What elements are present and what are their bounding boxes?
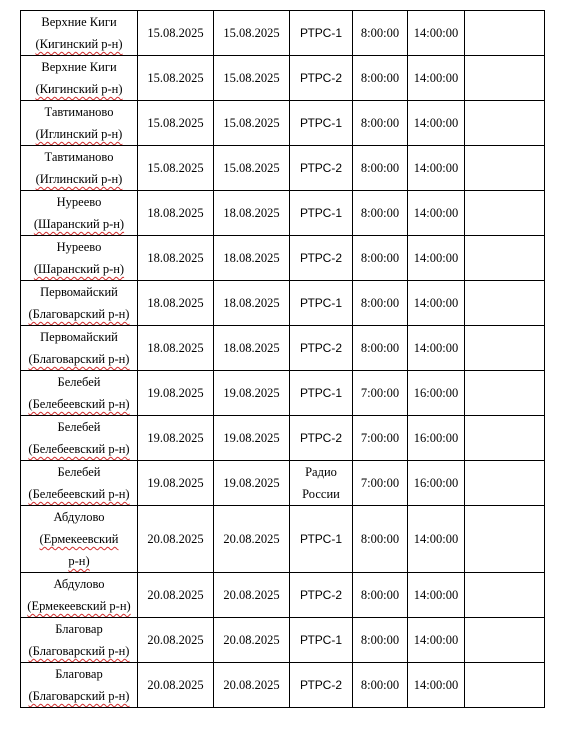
location-cell — [21, 236, 138, 281]
location-cell — [21, 281, 138, 326]
location-cell — [21, 461, 138, 506]
settlement-name: Белебей — [57, 465, 101, 479]
end-time-cell: 14:00:00 — [408, 618, 465, 663]
end-date-cell: 15.08.2025 — [214, 101, 290, 146]
channel-name: РТРС-2 — [300, 431, 342, 445]
channel-cell — [290, 191, 353, 236]
end-date-cell: 18.08.2025 — [214, 281, 290, 326]
start-time-cell: 8:00:00 — [353, 506, 408, 573]
end-date-cell: 20.08.2025 — [214, 618, 290, 663]
channel-name: РТРС-2 — [300, 341, 342, 355]
note-cell — [465, 371, 545, 416]
start-time-cell: 7:00:00 — [353, 461, 408, 506]
channel-cell — [290, 461, 353, 506]
end-date-cell: 20.08.2025 — [214, 573, 290, 618]
end-time-cell: 14:00:00 — [408, 663, 465, 708]
settlement-name: Верхние Киги — [41, 60, 117, 74]
location-cell — [21, 56, 138, 101]
table-row — [21, 416, 545, 461]
end-time-cell: 16:00:00 — [408, 461, 465, 506]
channel-cell — [290, 56, 353, 101]
settlement-name: Абдулово — [53, 577, 105, 591]
note-cell — [465, 191, 545, 236]
channel-name: РТРС-1 — [300, 532, 342, 546]
end-time-cell: 14:00:00 — [408, 146, 465, 191]
note-cell — [465, 461, 545, 506]
channel-name: РТРС-2 — [300, 161, 342, 175]
table-row — [21, 326, 545, 371]
channel-cell — [290, 326, 353, 371]
channel-cell — [290, 281, 353, 326]
settlement-name: Абдулово — [53, 510, 105, 524]
note-cell — [465, 101, 545, 146]
schedule-body — [21, 11, 545, 708]
start-date-cell: 18.08.2025 — [138, 191, 214, 236]
channel-name: Радио — [305, 465, 337, 479]
end-date-cell: 18.08.2025 — [214, 326, 290, 371]
channel-name: РТРС-2 — [300, 71, 342, 85]
end-time-cell: 14:00:00 — [408, 236, 465, 281]
channel-name: РТРС-1 — [300, 386, 342, 400]
start-date-cell: 18.08.2025 — [138, 236, 214, 281]
location-cell — [21, 101, 138, 146]
district-name: (Благоварский р-н) — [28, 307, 130, 321]
district-name: (Шаранский р-н) — [33, 217, 125, 231]
location-cell — [21, 191, 138, 236]
end-time-cell: 14:00:00 — [408, 11, 465, 56]
start-time-cell: 7:00:00 — [353, 371, 408, 416]
table-row — [21, 101, 545, 146]
end-time-cell: 14:00:00 — [408, 326, 465, 371]
start-time-cell: 8:00:00 — [353, 11, 408, 56]
start-date-cell: 15.08.2025 — [138, 146, 214, 191]
table-row — [21, 11, 545, 56]
channel-cell — [290, 101, 353, 146]
broadcast-schedule-table — [20, 10, 545, 708]
end-time-cell: 16:00:00 — [408, 416, 465, 461]
note-cell — [465, 506, 545, 573]
location-cell — [21, 506, 138, 573]
end-date-cell: 18.08.2025 — [214, 191, 290, 236]
channel-name: РТРС-1 — [300, 26, 342, 40]
end-date-cell: 18.08.2025 — [214, 236, 290, 281]
note-cell — [465, 618, 545, 663]
channel-cell — [290, 11, 353, 56]
settlement-name: Благовар — [55, 667, 103, 681]
end-time-cell: 14:00:00 — [408, 281, 465, 326]
end-time-cell: 14:00:00 — [408, 506, 465, 573]
district-name: р-н) — [68, 554, 90, 568]
channel-cell — [290, 146, 353, 191]
table-row — [21, 56, 545, 101]
end-date-cell: 15.08.2025 — [214, 11, 290, 56]
settlement-name: Тавтиманово — [44, 150, 114, 164]
start-time-cell: 8:00:00 — [353, 56, 408, 101]
end-date-cell: 20.08.2025 — [214, 663, 290, 708]
note-cell — [465, 326, 545, 371]
start-time-cell: 8:00:00 — [353, 663, 408, 708]
location-cell — [21, 618, 138, 663]
start-date-cell: 18.08.2025 — [138, 326, 214, 371]
district-name: (Шаранский р-н) — [33, 262, 125, 276]
end-date-cell: 19.08.2025 — [214, 416, 290, 461]
location-cell — [21, 416, 138, 461]
start-time-cell: 8:00:00 — [353, 281, 408, 326]
district-name: (Белебеевский р-н) — [28, 397, 130, 411]
district-name: (Белебеевский р-н) — [28, 442, 130, 456]
table-row — [21, 236, 545, 281]
start-time-cell: 8:00:00 — [353, 326, 408, 371]
table-row — [21, 371, 545, 416]
district-name: (Иглинский р-н) — [35, 127, 123, 141]
end-time-cell: 14:00:00 — [408, 56, 465, 101]
district-name: (Белебеевский р-н) — [28, 487, 130, 501]
end-date-cell: 15.08.2025 — [214, 56, 290, 101]
note-cell — [465, 236, 545, 281]
end-date-cell: 19.08.2025 — [214, 461, 290, 506]
location-cell — [21, 146, 138, 191]
channel-name: РТРС-1 — [300, 206, 342, 220]
start-time-cell: 8:00:00 — [353, 573, 408, 618]
note-cell — [465, 416, 545, 461]
note-cell — [465, 281, 545, 326]
channel-cell — [290, 236, 353, 281]
start-date-cell: 20.08.2025 — [138, 663, 214, 708]
settlement-name: Нуреево — [56, 240, 102, 254]
note-cell — [465, 11, 545, 56]
district-name: (Благоварский р-н) — [28, 689, 130, 703]
channel-name: России — [302, 487, 340, 501]
table-row — [21, 146, 545, 191]
end-date-cell: 19.08.2025 — [214, 371, 290, 416]
district-name: (Благоварский р-н) — [28, 644, 130, 658]
settlement-name: Тавтиманово — [44, 105, 114, 119]
start-date-cell: 15.08.2025 — [138, 101, 214, 146]
district-name: (Благоварский р-н) — [28, 352, 130, 366]
district-name: (Кигинский р-н) — [35, 82, 123, 96]
table-row — [21, 191, 545, 236]
channel-cell — [290, 573, 353, 618]
end-time-cell: 14:00:00 — [408, 573, 465, 618]
settlement-name: Первомайский — [40, 285, 118, 299]
start-time-cell: 8:00:00 — [353, 146, 408, 191]
start-time-cell: 8:00:00 — [353, 236, 408, 281]
note-cell — [465, 146, 545, 191]
start-date-cell: 18.08.2025 — [138, 281, 214, 326]
channel-name: РТРС-2 — [300, 678, 342, 692]
channel-name: РТРС-2 — [300, 588, 342, 602]
table-row — [21, 663, 545, 708]
channel-cell — [290, 416, 353, 461]
channel-cell — [290, 506, 353, 573]
note-cell — [465, 56, 545, 101]
settlement-name: Верхние Киги — [41, 15, 117, 29]
start-time-cell: 7:00:00 — [353, 416, 408, 461]
start-date-cell: 15.08.2025 — [138, 56, 214, 101]
channel-name: РТРС-1 — [300, 116, 342, 130]
start-date-cell: 19.08.2025 — [138, 371, 214, 416]
channel-name: РТРС-1 — [300, 296, 342, 310]
end-time-cell: 14:00:00 — [408, 101, 465, 146]
location-cell — [21, 11, 138, 56]
district-name: (Ермекеевский — [39, 532, 119, 546]
end-date-cell: 15.08.2025 — [214, 146, 290, 191]
table-row — [21, 573, 545, 618]
channel-name: РТРС-2 — [300, 251, 342, 265]
start-date-cell: 19.08.2025 — [138, 461, 214, 506]
start-date-cell: 20.08.2025 — [138, 573, 214, 618]
district-name: (Кигинский р-н) — [35, 37, 123, 51]
settlement-name: Первомайский — [40, 330, 118, 344]
note-cell — [465, 663, 545, 708]
location-cell — [21, 573, 138, 618]
settlement-name: Белебей — [57, 420, 101, 434]
location-cell — [21, 371, 138, 416]
district-name: (Ермекеевский р-н) — [27, 599, 131, 613]
note-cell — [465, 573, 545, 618]
start-date-cell: 15.08.2025 — [138, 11, 214, 56]
table-row — [21, 461, 545, 506]
location-cell — [21, 663, 138, 708]
channel-cell — [290, 663, 353, 708]
table-row — [21, 281, 545, 326]
start-time-cell: 8:00:00 — [353, 101, 408, 146]
table-row — [21, 506, 545, 573]
district-name: (Иглинский р-н) — [35, 172, 123, 186]
start-time-cell: 8:00:00 — [353, 618, 408, 663]
start-time-cell: 8:00:00 — [353, 191, 408, 236]
end-time-cell: 14:00:00 — [408, 191, 465, 236]
end-date-cell: 20.08.2025 — [214, 506, 290, 573]
location-cell — [21, 326, 138, 371]
channel-name: РТРС-1 — [300, 633, 342, 647]
start-date-cell: 20.08.2025 — [138, 618, 214, 663]
start-date-cell: 19.08.2025 — [138, 416, 214, 461]
start-date-cell: 20.08.2025 — [138, 506, 214, 573]
settlement-name: Благовар — [55, 622, 103, 636]
settlement-name: Нуреево — [56, 195, 102, 209]
channel-cell — [290, 618, 353, 663]
table-row — [21, 618, 545, 663]
end-time-cell: 16:00:00 — [408, 371, 465, 416]
channel-cell — [290, 371, 353, 416]
settlement-name: Белебей — [57, 375, 101, 389]
